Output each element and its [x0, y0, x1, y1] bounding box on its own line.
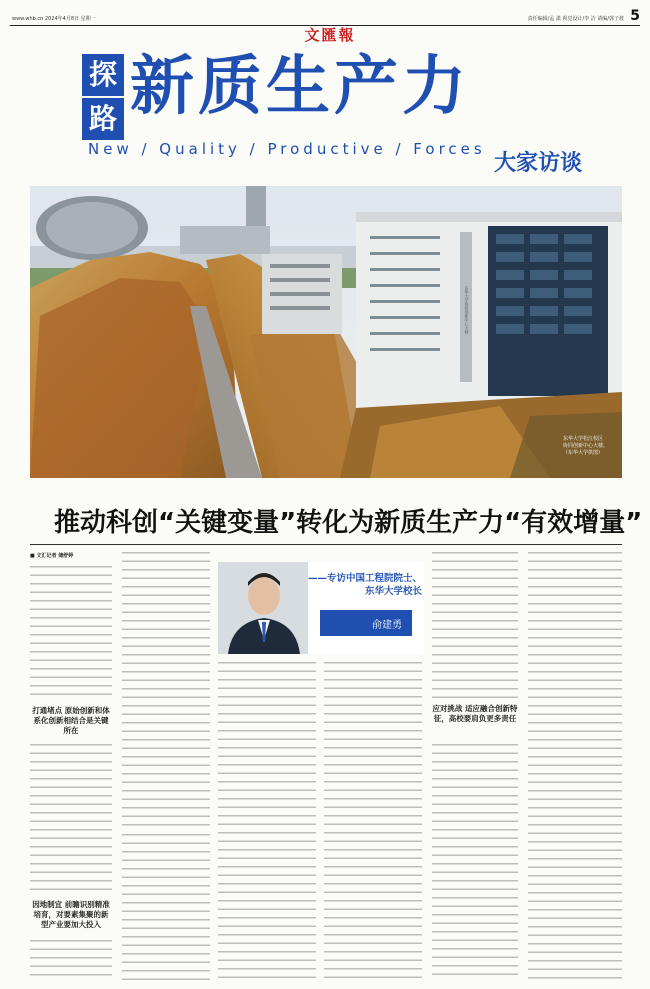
issue-info: www.whb.cn 2024年4月8日 星期一 [12, 16, 96, 22]
column-title: 新质生产力 [130, 50, 470, 124]
caption-line: 东华大学松江校区 [563, 436, 604, 442]
body-text-block [30, 940, 112, 980]
caption-line: （东华大学供图） [563, 450, 604, 456]
photo-caption [563, 436, 618, 457]
body-text-block [432, 744, 518, 980]
subhead-2: 因地制宜 前瞻识别精准培育，对要素集聚的新型产业要加大投入 [32, 900, 110, 929]
subhead-1: 打通堵点 原始创新和体系化创新相结合是关键所在 [32, 706, 110, 735]
body-text-block [30, 744, 112, 896]
building-sign: 东华大学协同创新中心大楼 [464, 286, 470, 334]
body-text-block [122, 552, 210, 828]
subhead-3: 应对挑战 适应融合创新特征，高校要肩负更多责任 [432, 704, 518, 723]
body-text-block [324, 662, 422, 980]
body-text-block [30, 566, 112, 702]
column-label-char-2: 路 [82, 98, 124, 140]
author-byline: ■ 文汇记者 储舒婷 [30, 553, 74, 559]
body-text-block [218, 662, 316, 980]
page-number: 5 [630, 8, 640, 24]
article-headline: 推动科创“关键变量”转化为新质生产力“有效增量” [54, 508, 643, 538]
body-text-block [122, 834, 210, 980]
interview-title-line-2: 东华大学校长 [364, 586, 422, 597]
editor-info: 责任编辑/孟 潇 视觉设计/李 洁 请编/郭子渡 [527, 16, 624, 22]
body-text-block [432, 552, 518, 700]
campus-photo-illustration [30, 186, 622, 478]
section-label: 大家访谈 [494, 151, 583, 176]
column-label-char-1: 探 [82, 54, 124, 96]
headline-divider [30, 544, 622, 545]
interview-title-line-1: ——专访中国工程院院士、 [307, 573, 422, 584]
interview-title [286, 572, 422, 598]
column-english-title: New / Quality / Productive / Forces [88, 140, 486, 158]
body-text-block [528, 552, 622, 980]
campus-photo [30, 186, 622, 478]
masthead-logo: 文匯報 [304, 26, 356, 44]
caption-line: 协同创新中心大楼。 [563, 443, 609, 449]
interviewee-name: 俞建勇 [320, 610, 412, 636]
